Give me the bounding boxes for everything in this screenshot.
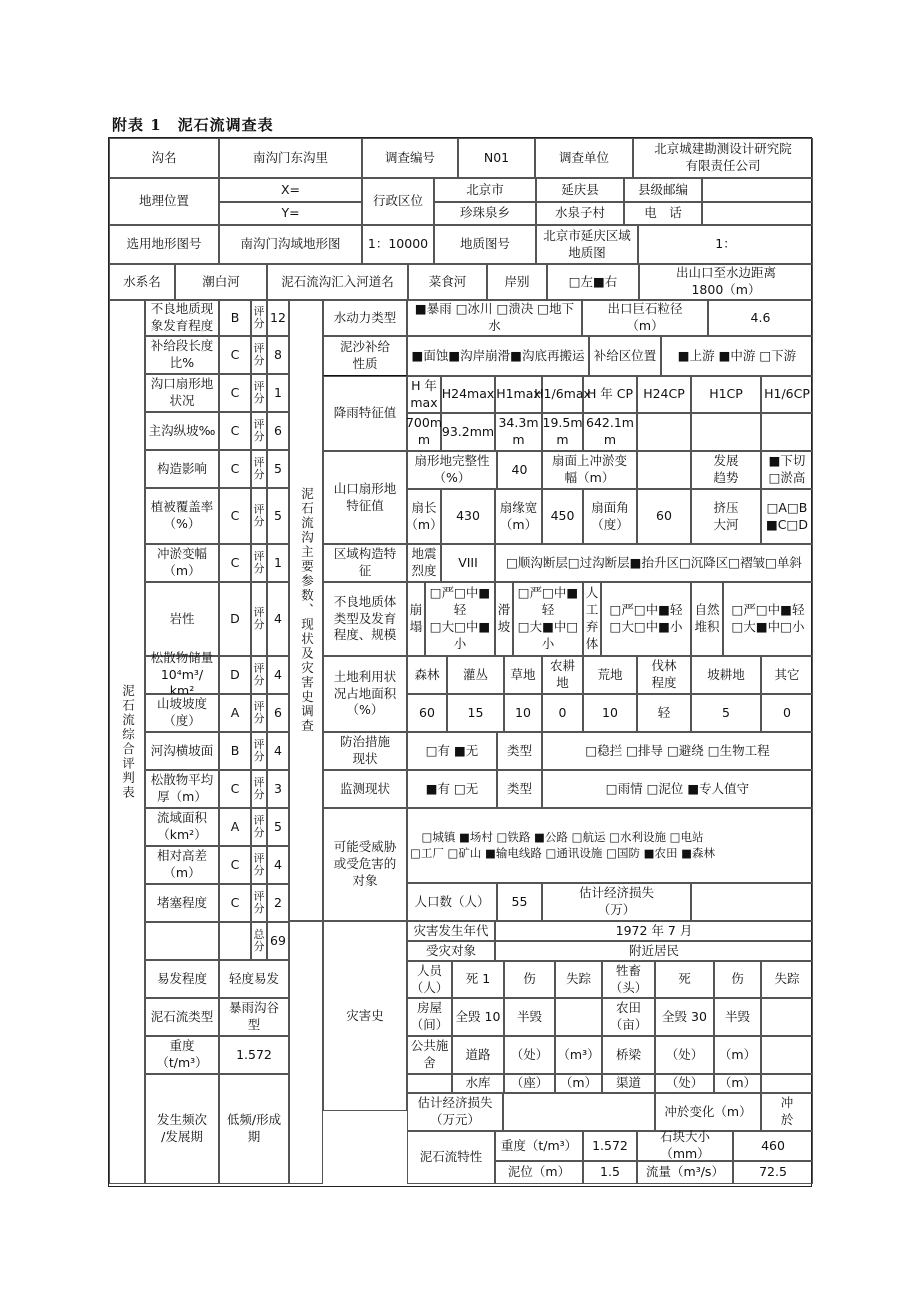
table-cell: 行政区位 (362, 178, 434, 225)
table-cell: 评分 (251, 374, 267, 412)
table-cell: 轻度易发 (219, 960, 289, 998)
table-cell: 全毁 30 (655, 998, 714, 1036)
table-cell: 60 (637, 489, 691, 544)
table-cell: 4 (267, 846, 289, 884)
table-cell: 水库 (452, 1074, 504, 1093)
table-cell: 沟口扇形地 状况 (145, 374, 219, 412)
table-cell: 区域构造特 征 (323, 544, 407, 582)
table-cell: 失踪 (761, 961, 813, 998)
table-cell: 崩 塌 (407, 582, 425, 656)
table-cell: 5 (691, 694, 761, 732)
table-cell: 1 (267, 544, 289, 582)
table-cell: 菜食河 (408, 264, 487, 300)
table-cell: □左■右 (547, 264, 639, 300)
table-cell: 人 工 弃 体 (583, 582, 601, 656)
table-cell: 易发程度 (145, 960, 219, 998)
table-cell: ■上游 ■中游 □下游 (661, 336, 813, 376)
table-cell: 评分 (251, 488, 267, 544)
table-cell: 6 (267, 412, 289, 450)
table-cell: 类型 (497, 732, 542, 770)
table-cell: H1/6max (542, 376, 583, 413)
table-cell: 460 (733, 1131, 813, 1161)
table-cell: 可能受威胁 或受危害的 对象 (323, 808, 407, 921)
table-cell: 监测现状 (323, 770, 407, 808)
table-cell: 调查单位 (535, 138, 633, 178)
table-cell: 重度（t/m³） (495, 1131, 583, 1161)
table-cell (145, 922, 219, 960)
table-cell: 泥位（m） (495, 1161, 583, 1184)
table-cell: 桥梁 (602, 1036, 655, 1074)
table-cell (637, 451, 691, 489)
table-cell (555, 998, 602, 1036)
table-cell: 重度 （t/m³） (145, 1036, 219, 1074)
table-cell: 评分 (251, 544, 267, 582)
table-cell: 55 (497, 883, 542, 921)
table-cell: 评分 (251, 694, 267, 732)
table-cell: H24CP (637, 376, 691, 413)
table-cell: 扇面上冲淤变 幅（m） (542, 451, 637, 489)
table-cell: 扇长 （m） (407, 489, 441, 544)
table-cell: C (219, 374, 251, 412)
table-cell: 评分 (251, 884, 267, 922)
table-cell: D (219, 582, 251, 656)
table-cell: Y= (219, 202, 362, 225)
table-cell: C (219, 488, 251, 544)
table-cell: 0 (542, 694, 583, 732)
table-cell: 轻 (637, 694, 691, 732)
table-cell: 评分 (251, 846, 267, 884)
table-cell: 0 (761, 694, 813, 732)
table-cell: （m） (714, 1036, 761, 1074)
table-cell: 灌丛 (447, 656, 504, 694)
table-cell: H1max (495, 376, 542, 413)
table-cell: 5 (267, 450, 289, 488)
table-cell: 评分 (251, 770, 267, 808)
table-cell: 伐林 程度 (637, 656, 691, 694)
table-cell: （m³） (555, 1036, 602, 1074)
table-cell: 450 (542, 489, 583, 544)
table-cell: 地质图号 (434, 225, 536, 264)
table-cell: 森林 (407, 656, 447, 694)
table-cell: □城镇 ■场村 □铁路 ■公路 □航运 □水利设施 □电站 □工厂 □矿山 ■输电线路 □通讯设施 □国防 ■农田 ■森林 (407, 808, 813, 883)
table-cell: 珍珠泉乡 (434, 202, 536, 225)
table-cell: 评分 (251, 656, 267, 694)
table-cell: B (219, 300, 251, 336)
table-cell (289, 921, 323, 1184)
table-cell: 降雨特征值 (323, 376, 407, 451)
table-cell: 4.6 (708, 300, 813, 336)
table-cell: 挤压 大河 (691, 489, 761, 544)
table-cell: 60 (407, 694, 447, 732)
table-cell: 1.572 (219, 1036, 289, 1074)
table-cell: 全毁 10 (452, 998, 504, 1036)
table-cell: 选用地形图号 (109, 225, 219, 264)
table-cell: ■暴雨 □冰川 □溃决 □地下水 (407, 300, 582, 336)
table-cell: 15 (447, 694, 504, 732)
table-cell: 泥石流综合评判表 (109, 300, 145, 1184)
table-cell: 牲畜 （头） (602, 961, 655, 998)
table-cell (219, 922, 251, 960)
table-cell: 低频/形成 期 (219, 1074, 289, 1184)
table-cell: B (219, 732, 251, 770)
table-cell: 642.1m m (583, 413, 637, 451)
table-cell: 10 (504, 694, 542, 732)
table-cell: 水系名 (109, 264, 175, 300)
table-cell (761, 1074, 813, 1093)
table-cell: C (219, 450, 251, 488)
table-cell: 农耕地 (542, 656, 583, 694)
table-cell: 坡耕地 (691, 656, 761, 694)
table-cell: C (219, 884, 251, 922)
table-cell: 补给段长度 比% (145, 336, 219, 374)
table-cell: 水泉子村 (536, 202, 624, 225)
table-cell: 调查编号 (362, 138, 458, 178)
table-cell: 水动力类型 (323, 300, 407, 336)
table-cell: 冲於变化（m） (655, 1093, 761, 1131)
table-cell: 93.2mm (441, 413, 495, 451)
table-cell: X= (219, 178, 362, 202)
table-cell: 3 (267, 770, 289, 808)
table-cell: □A□B ■C□D (761, 489, 813, 544)
table-cell: 草地 (504, 656, 542, 694)
table-cell: D (219, 656, 251, 694)
table-cell: 山坡坡度 （度） (145, 694, 219, 732)
table-cell: 河沟横坡面 (145, 732, 219, 770)
table-cell (761, 413, 813, 451)
table-cell: □稳拦 □排导 □避绕 □生物工程 (542, 732, 813, 770)
table-cell: 1.572 (583, 1131, 637, 1161)
table-cell: 灾害发生年代 (407, 921, 495, 941)
table-cell (691, 883, 813, 921)
table-cell: 评分 (251, 582, 267, 656)
table-cell: 县级邮编 (624, 178, 702, 202)
table-cell: 构造影响 (145, 450, 219, 488)
table-cell: 430 (441, 489, 495, 544)
table-cell: 不良地质现 象发育程度 (145, 300, 219, 336)
table-cell: 5 (267, 488, 289, 544)
table-cell: H 年max (407, 376, 441, 413)
table-cell: 流量（m³/s） (637, 1161, 733, 1184)
table-cell: （处） (655, 1036, 714, 1074)
table-cell: 防治措施 现状 (323, 732, 407, 770)
table-cell: □顺沟断层□过沟断层■抬升区□沉降区□褶皱□单斜 (495, 544, 813, 582)
table-cell: 评分 (251, 336, 267, 374)
table-cell: 12 (267, 300, 289, 336)
table-cell: 电 话 (624, 202, 702, 225)
table-cell: （处） (504, 1036, 555, 1074)
table-cell: 滑 坡 (495, 582, 513, 656)
table-cell: 发生频次 /发展期 (145, 1074, 219, 1184)
table-cell: 1：10000 (362, 225, 434, 264)
table-cell: 泥石流沟汇入河道名 (267, 264, 408, 300)
table-cell: 泥沙补给 性质 (323, 336, 407, 376)
table-cell: 扇形地完整性 （%） (407, 451, 497, 489)
table-cell: 类型 (497, 770, 542, 808)
table-cell: 10 (583, 694, 637, 732)
table-cell: 植被覆盖率 （%） (145, 488, 219, 544)
table-cell: 泥石流特性 (407, 1131, 495, 1184)
table-cell: 渠道 (602, 1074, 655, 1093)
table-cell: 发展 趋势 (691, 451, 761, 489)
table-cell: 估计经济损失 （万） (542, 883, 691, 921)
table-cell: 6 (267, 694, 289, 732)
table-cell: 评分 (251, 412, 267, 450)
table-cell: 人口数（人） (407, 883, 497, 921)
table-cell: □严□中■轻 □大□中■小 (601, 582, 691, 656)
table-cell: 评分 (251, 300, 267, 336)
table-cell: 出山口至水边距离 1800（m） (639, 264, 813, 300)
table-cell: 1.5 (583, 1161, 637, 1184)
table-cell: VIII (441, 544, 495, 582)
table-cell: C (219, 412, 251, 450)
table-cell: H 年 CP (583, 376, 637, 413)
table-cell: H1/6CP (761, 376, 813, 413)
table-cell: 流域面积 （km²） (145, 808, 219, 846)
table-cell: 主沟纵坡‰ (145, 412, 219, 450)
table-cell: 暴雨沟谷 型 (219, 998, 289, 1036)
table-cell: 伤 (504, 961, 555, 998)
table-cell: 总分 (251, 922, 267, 960)
table-cell: 北京城建勘测设计研究院 有限责任公司 (633, 138, 813, 178)
table-cell: C (219, 544, 251, 582)
table-cell: 荒地 (583, 656, 637, 694)
table-cell: H1CP (691, 376, 761, 413)
table-cell: 岩性 (145, 582, 219, 656)
table-cell: 松散物平均 厚（m） (145, 770, 219, 808)
table-cell: A (219, 808, 251, 846)
table-cell: 死 1 (452, 961, 504, 998)
table-cell: 地理位置 (109, 178, 219, 225)
table-cell: 沟名 (109, 138, 219, 178)
table-cell: 石块大小 （mm） (637, 1131, 733, 1161)
table-cell: 公共施 舍 (407, 1036, 452, 1074)
table-cell: 农田 （亩） (602, 998, 655, 1036)
table-cell: 泥石流类型 (145, 998, 219, 1036)
table-cell: 评分 (251, 450, 267, 488)
table-cell: A (219, 694, 251, 732)
table-cell: 出口巨石粒径 （m） (582, 300, 708, 336)
table-cell: 潮白河 (175, 264, 267, 300)
table-cell: □严□中■轻 □大□中■小 (425, 582, 495, 656)
table-cell: 8 (267, 336, 289, 374)
table-cell: 冲淤变幅 （m） (145, 544, 219, 582)
page-title: 附表 1 泥石流调查表 (112, 116, 274, 134)
table-cell: N01 (458, 138, 535, 178)
table-cell: □有 ■无 (407, 732, 497, 770)
table-cell (702, 202, 813, 225)
table-cell: 山口扇形地 特征值 (323, 451, 407, 544)
table-cell: 评分 (251, 732, 267, 770)
table-cell: 4 (267, 582, 289, 656)
table-cell: （座） (504, 1074, 555, 1093)
table-cell: 房屋 （间） (407, 998, 452, 1036)
table-cell: 失踪 (555, 961, 602, 998)
table-cell: □严□中■轻 □大■中□小 (513, 582, 583, 656)
table-cell: 北京市延庆区域 地质图 (536, 225, 638, 264)
table-cell: 4 (267, 732, 289, 770)
table-cell: 5 (267, 808, 289, 846)
table-cell: 灾害史 (323, 921, 407, 1111)
table-cell: 附近居民 (495, 941, 813, 961)
table-cell: 延庆县 (536, 178, 624, 202)
table-cell: 相对高差 （m） (145, 846, 219, 884)
table-cell: ■有 □无 (407, 770, 497, 808)
table-cell: 半毁 (714, 998, 761, 1036)
table-cell: C (219, 770, 251, 808)
table-cell: 地震 烈度 (407, 544, 441, 582)
table-cell: 岸别 (487, 264, 547, 300)
table-cell (691, 413, 761, 451)
table-cell: 人员 （人） (407, 961, 452, 998)
table-cell: ■下切 □淤高 (761, 451, 813, 489)
table-cell: 冲 於 (761, 1093, 813, 1131)
table-cell: 北京市 (434, 178, 536, 202)
table-cell: 1972 年 7 月 (495, 921, 813, 941)
table-cell: 69 (267, 922, 289, 960)
table-cell: 道路 (452, 1036, 504, 1074)
table-cell (407, 1074, 452, 1093)
table-cell (637, 413, 691, 451)
table-cell: 自然 堆积 (691, 582, 723, 656)
table-cell: 补给区位置 (589, 336, 661, 376)
table-cell: 72.5 (733, 1161, 813, 1184)
table-cell: 不良地质体 类型及发育 程度、规模 (323, 582, 407, 656)
table-cell: 34.3m m (495, 413, 542, 451)
table-cell: C (219, 846, 251, 884)
table-cell: 40 (497, 451, 542, 489)
table-cell (503, 1093, 655, 1131)
table-cell: 死 (655, 961, 714, 998)
table-cell: 1： (638, 225, 813, 264)
table-cell: 700m m (407, 413, 441, 451)
table-cell: 其它 (761, 656, 813, 694)
table-cell: 1 (267, 374, 289, 412)
table-cell: 堵塞程度 (145, 884, 219, 922)
table-cell: 半毁 (504, 998, 555, 1036)
table-cell: 扇面角 （度） (583, 489, 637, 544)
table-cell: □严□中■轻 □大■中□小 (723, 582, 813, 656)
table-cell: 2 (267, 884, 289, 922)
table-cell: （m） (555, 1074, 602, 1093)
table-cell: C (219, 336, 251, 374)
table-cell: ■面蚀■沟岸崩滑■沟底再搬运 (407, 336, 589, 376)
table-cell: 评分 (251, 808, 267, 846)
table-cell (761, 998, 813, 1036)
table-cell: 4 (267, 656, 289, 694)
table-cell: （处） (655, 1074, 714, 1093)
table-cell (702, 178, 813, 202)
table-cell: 土地利用状 况占地面积 （%） (323, 656, 407, 732)
table-cell: 松散物储量 10⁴m³/ km² (145, 656, 219, 694)
table-cell: 南沟门东沟里 (219, 138, 362, 178)
table-cell (761, 1036, 813, 1074)
table-cell: 泥石流沟主要参数、现状及灾害史调查 (289, 300, 323, 921)
table-cell: 估计经济损失 （万元） (407, 1093, 503, 1131)
survey-table (108, 137, 812, 1187)
table-cell: 受灾对象 (407, 941, 495, 961)
table-cell: （m） (714, 1074, 761, 1093)
table-cell: 扇缘宽 （m） (495, 489, 542, 544)
table-cell: H24max (441, 376, 495, 413)
table-cell: 19.5m m (542, 413, 583, 451)
table-cell: 南沟门沟域地形图 (219, 225, 362, 264)
table-cell: □雨情 □泥位 ■专人值守 (542, 770, 813, 808)
table-cell: 伤 (714, 961, 761, 998)
